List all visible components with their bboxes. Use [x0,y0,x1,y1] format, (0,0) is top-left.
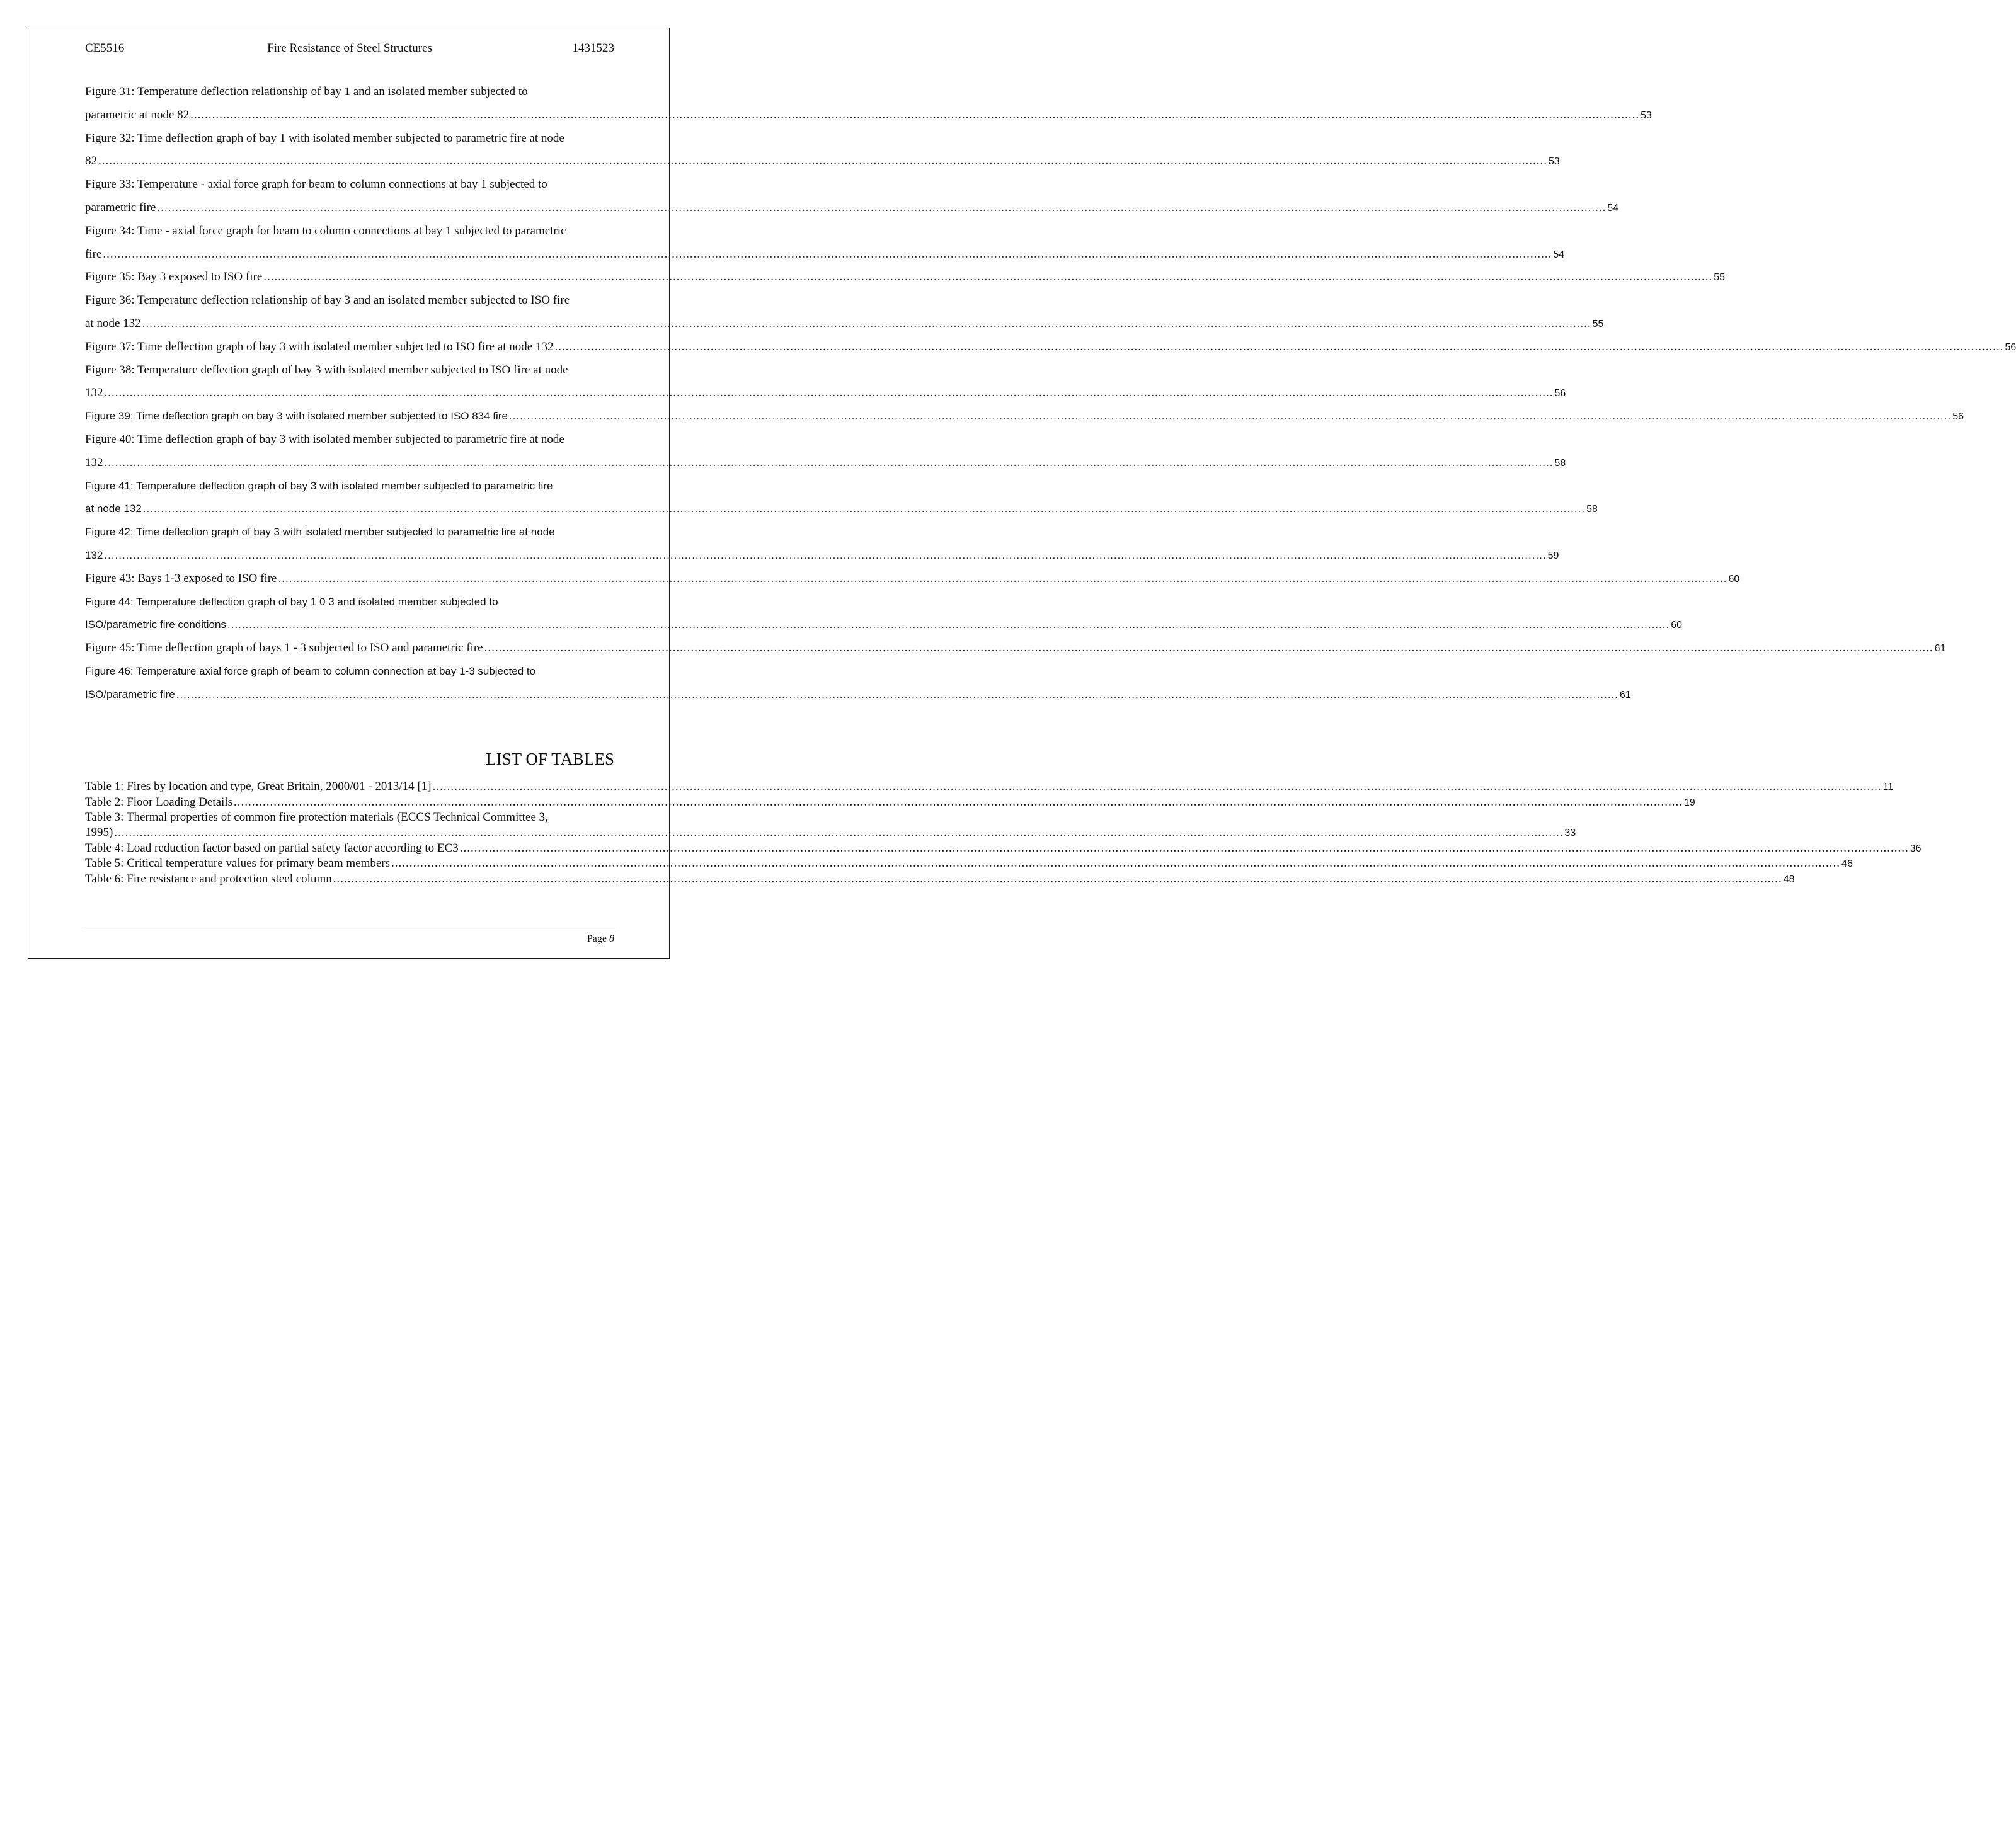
toc-page-number: 11 [1882,782,1894,792]
toc-entry-line [85,455,1566,471]
dot-leader: ................................................................................................................................................................................................................................................................................................................................................................................................................ [554,339,2004,353]
toc-entry-text: at node 132 [85,503,142,515]
toc-page-number: 59 [1547,550,1559,561]
toc-entry-line [85,339,2016,355]
toc-entry-title: Figure 34: Time - axial force graph for beam to column connections at bay 1 subjected to parametric [85,224,566,237]
toc-entry-line [85,246,1565,263]
dot-leader: ................................................................................................................................................................................................................................................................................................................................................................................................................ [142,503,1586,515]
toc-entry-title: Figure 41: Temperature deflection graph of bay 3 with isolated member subjected to parametric fire [85,479,553,492]
dot-leader: ................................................................................................................................................................................................................................................................................................................................................................................................................ [176,688,1618,700]
toc-page-number: 53 [1641,110,1652,121]
toc-entry-line [85,779,1894,794]
toc-entry-line [85,825,1576,840]
toc-entry-title: Table 3: Thermal properties of common fire protection materials (ECCS Technical Committee 3, [85,811,548,824]
toc-page-number: 55 [1592,319,1604,329]
dot-leader: ................................................................................................................................................................................................................................................................................................................................................................................................................ [157,201,1606,214]
toc-page-number: 53 [1549,156,1560,168]
toc-page-number: 56 [2005,341,2016,353]
toc-page-number: 58 [1554,457,1566,469]
toc-entry-title: Figure 42: Time deflection graph of bay 3 with isolated member subjected to parametric fire at node [85,526,555,539]
toc-page-number: 33 [1564,828,1576,839]
toc-entry-text: at node 132 [85,317,141,330]
toc-entry-line [85,316,1604,332]
toc-entry-line [85,385,1566,401]
page-footer [587,933,614,945]
toc-entry-title: Figure 31: Temperature deflection relationship of bay 1 and an isolated member subjected to [85,85,528,98]
toc-entry-text: parametric fire [85,201,156,214]
dot-leader: ................................................................................................................................................................................................................................................................................................................................................................................................................ [104,386,1554,400]
toc-page-number: 60 [1671,620,1682,631]
dot-leader: ................................................................................................................................................................................................................................................................................................................................................................................................................ [98,154,1547,168]
toc-entry-text: Figure 43: Bays 1-3 exposed to ISO fire [85,571,277,585]
toc-page-number: 19 [1684,797,1695,808]
dot-leader: ................................................................................................................................................................................................................................................................................................................................................................................................................ [234,795,1683,809]
toc-page-number: 54 [1607,203,1619,214]
toc-page-number: 58 [1586,504,1598,515]
toc-entry-title: Figure 40: Time deflection graph of bay 3 with isolated member subjected to parametric fire at node [85,433,564,446]
toc-entry-text: Table 4: Load reduction factor based on partial safety factor according to EC3 [85,841,459,855]
toc-entry-line [85,501,1598,517]
toc-entry-text: 132 [85,386,103,400]
toc-entry-line [85,687,1631,703]
toc-entry-text: Figure 37: Time deflection graph of bay 3 with isolated member subjected to ISO fire at node 132 [85,339,554,353]
list-of-tables-heading: LIST OF TABLES [486,750,614,768]
toc-entry-text: Table 2: Floor Loading Details [85,795,233,809]
page-header [85,42,614,57]
toc-entry-line [85,841,1922,856]
dot-leader: ................................................................................................................................................................................................................................................................................................................................................................................................................ [459,841,1909,855]
toc-entry-text: Figure 45: Time deflection graph of bays 1 - 3 subjected to ISO and parametric fire [85,641,483,655]
toc-entry-line [85,856,1853,871]
toc-entry-title: Figure 36: Temperature deflection relationship of bay 3 and an isolated member subjected to ISO fire [85,294,570,307]
toc-entry-line [85,617,1682,633]
toc-page-number: 48 [1783,874,1795,885]
toc-entry-line [85,571,1740,587]
toc-entry-text: Table 1: Fires by location and type, Great Britain, 2000/01 - 2013/14 [1] [85,780,432,793]
toc-entry-text: fire [85,247,102,261]
toc-entry-title: Figure 44: Temperature deflection graph of bay 1 0 3 and isolated member subjected to [85,595,498,608]
toc-entry-title: Figure 33: Temperature - axial force graph for beam to column connections at bay 1 subjected to [85,178,547,191]
page-number: 8 [609,933,614,944]
dot-leader: ................................................................................................................................................................................................................................................................................................................................................................................................................ [508,410,1952,423]
dot-leader: ................................................................................................................................................................................................................................................................................................................................................................................................................ [391,857,1841,870]
toc-entry-line [85,640,1946,656]
toc-entry-text: 82 [85,154,97,168]
toc-entry-line [85,795,1695,810]
toc-page-number: 61 [1934,643,1946,654]
student-id: 1431523 [572,42,614,55]
toc-entry-line [85,269,1726,285]
toc-entry-text: Table 5: Critical temperature values for primary beam members [85,857,391,870]
dot-leader: ................................................................................................................................................................................................................................................................................................................................................................................................................ [104,549,1547,561]
dot-leader: ................................................................................................................................................................................................................................................................................................................................................................................................................ [190,108,1640,122]
dot-leader: ................................................................................................................................................................................................................................................................................................................................................................................................................ [333,872,1782,886]
document-title: Fire Resistance of Steel Structures [267,42,432,55]
dot-leader: ................................................................................................................................................................................................................................................................................................................................................................................................................ [432,780,1882,793]
dot-leader: ................................................................................................................................................................................................................................................................................................................................................................................................................ [263,270,1713,284]
page-label: Page [587,933,609,944]
dot-leader: ................................................................................................................................................................................................................................................................................................................................................................................................................ [142,317,1591,330]
toc-entry-text: ISO/parametric fire conditions [85,618,226,631]
dot-leader: ................................................................................................................................................................................................................................................................................................................................................................................................................ [484,641,1933,655]
toc-page-number: 55 [1714,272,1726,283]
toc-entry-text: Figure 39: Time deflection graph on bay 3 with isolated member subjected to ISO 834 fire [85,410,508,423]
toc-entry-line [85,153,1560,169]
toc-entry-title: Figure 46: Temperature axial force graph of beam to column connection at bay 1-3 subjected to [85,665,536,677]
toc-page-number: 60 [1728,573,1740,584]
toc-entry-text: Figure 35: Bay 3 exposed to ISO fire [85,270,263,284]
dot-leader: ................................................................................................................................................................................................................................................................................................................................................................................................................ [114,826,1564,840]
dot-leader: ................................................................................................................................................................................................................................................................................................................................................................................................................ [104,455,1554,469]
toc-entry-text: parametric at node 82 [85,108,190,122]
toc-entry-text: 132 [85,455,103,469]
toc-entry-text: 132 [85,549,103,561]
toc-page-number: 61 [1619,689,1631,700]
toc-entry-title: Figure 32: Time deflection graph of bay 1 with isolated member subjected to parametric fire at node [85,131,564,145]
toc-page-number: 36 [1910,843,1922,854]
dot-leader: ................................................................................................................................................................................................................................................................................................................................................................................................................ [103,247,1552,261]
toc-page-number: 56 [1554,388,1566,399]
toc-entry-line [85,547,1559,564]
toc-entry-title: Figure 38: Temperature deflection graph of bay 3 with isolated member subjected to ISO fire at node [85,363,568,377]
toc-entry-text: 1995) [85,826,113,840]
toc-page-number: 46 [1841,858,1853,870]
toc-entry-line [85,872,1795,887]
toc-entry-text: Table 6: Fire resistance and protection steel column [85,872,332,886]
dot-leader: ................................................................................................................................................................................................................................................................................................................................................................................................................ [227,618,1670,631]
dot-leader: ................................................................................................................................................................................................................................................................................................................................................................................................................ [278,571,1727,585]
toc-page-number: 56 [1952,411,1964,423]
toc-entry-text: ISO/parametric fire [85,688,175,700]
course-code: CE5516 [85,42,125,55]
toc-entry-line [85,200,1619,216]
toc-entry-line [85,408,1964,425]
toc-entry-line [85,107,1652,123]
toc-page-number: 54 [1553,249,1565,260]
